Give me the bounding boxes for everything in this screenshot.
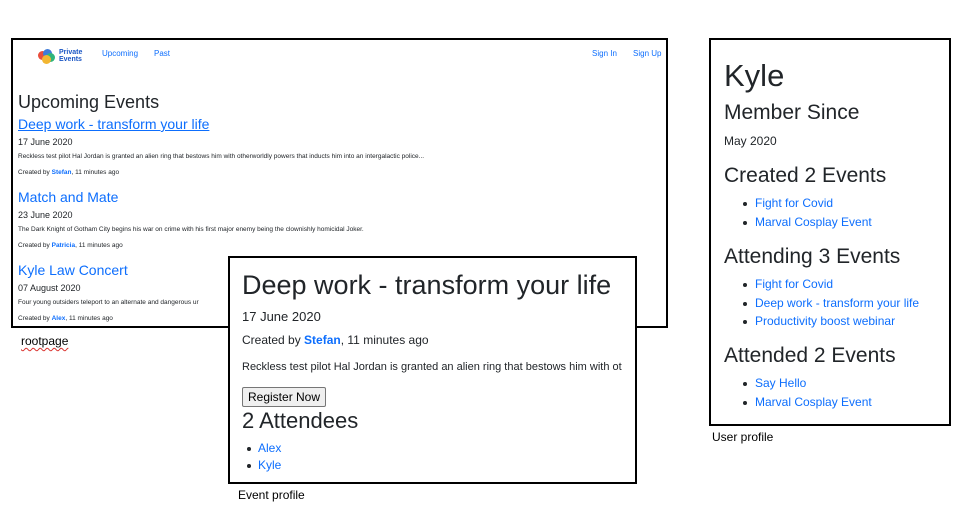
created-events-list <box>755 196 872 233</box>
attending-events-list <box>755 277 919 333</box>
list-item <box>755 296 919 315</box>
event-creator: Created by Stefan, 11 minutes ago <box>18 169 120 176</box>
event-description: Reckless test pilot Hal Jordan is granted an alien ring that bestows him with ot <box>242 361 622 373</box>
nav-past-link[interactable]: Past <box>154 49 171 58</box>
event-creator: Created by Stefan, 11 minutes ago <box>242 333 429 347</box>
register-now-button[interactable]: Register Now <box>242 387 326 407</box>
event-link[interactable]: Fight for Covid <box>755 196 834 210</box>
rootpage-caption: rootpage <box>21 334 69 348</box>
event-link[interactable]: Marval Cosplay Event <box>755 214 872 229</box>
list-item <box>258 458 281 475</box>
creator-link[interactable]: Stefan <box>51 169 72 176</box>
member-since-date: May 2020 <box>724 134 777 148</box>
event-link[interactable]: Deep work - transform your life <box>755 295 920 310</box>
event-profile-screenshot <box>228 256 637 484</box>
event-link[interactable]: Marval Cosplay Event <box>755 394 872 409</box>
event-description: Four young outsiders teleport to an alternate and dangerous ur <box>18 299 199 306</box>
list-item <box>755 395 872 414</box>
event-title-link[interactable]: Match and Mate <box>18 189 119 205</box>
private-events-logo-icon <box>38 49 56 63</box>
event-title: Deep work - transform your life <box>242 270 612 300</box>
attending-events-heading: Attending 3 Events <box>724 245 901 268</box>
attendees-list <box>258 441 281 475</box>
event-link[interactable]: Productivity boost webinar <box>755 314 896 328</box>
event-card <box>18 189 658 249</box>
list-item <box>755 215 872 234</box>
event-title-link[interactable]: Kyle Law Concert <box>18 262 128 278</box>
event-date: 23 June 2020 <box>18 210 73 220</box>
nav-upcoming-link[interactable]: Upcoming <box>102 49 139 58</box>
event-date: 17 June 2020 <box>18 137 73 147</box>
attendee-link[interactable]: Kyle <box>258 458 282 472</box>
created-events-heading: Created 2 Events <box>724 164 887 187</box>
user-profile-caption: User profile <box>712 430 774 444</box>
brand-logo[interactable] <box>38 49 82 63</box>
brand-text: Private Events <box>59 49 83 63</box>
list-item <box>755 277 919 296</box>
event-description: Reckless test pilot Hal Jordan is granted an alien ring that bestows him with otherworldly powers that inducts him into an intergalactic police... <box>18 153 425 160</box>
event-link[interactable]: Say Hello <box>755 376 807 390</box>
event-link[interactable]: Fight for Covid <box>755 277 834 291</box>
event-title-link[interactable]: Deep work - transform your life <box>18 116 210 132</box>
nav-sign-in-link[interactable]: Sign In <box>592 49 617 58</box>
member-since-heading: Member Since <box>724 101 860 124</box>
user-name: Kyle <box>724 58 785 93</box>
event-creator: Created by Patricia, 11 minutes ago <box>18 242 123 249</box>
attended-events-heading: Attended 2 Events <box>724 344 896 367</box>
list-item <box>755 196 872 215</box>
event-date: 17 June 2020 <box>242 309 321 324</box>
navbar <box>13 40 666 68</box>
page-title: Upcoming Events <box>18 92 160 112</box>
event-card <box>18 116 658 176</box>
nav-sign-up-link[interactable]: Sign Up <box>633 49 662 58</box>
creator-link[interactable]: Stefan <box>304 333 341 347</box>
attendee-link[interactable]: Alex <box>258 441 282 455</box>
creator-link[interactable]: Patricia <box>51 242 76 249</box>
event-profile-caption: Event profile <box>238 488 305 502</box>
attended-events-list <box>755 376 872 413</box>
list-item <box>258 441 281 458</box>
creator-link[interactable]: Alex <box>51 315 66 322</box>
event-description: The Dark Knight of Gotham City begins his war on crime with his first major enemy being the clownishly homicidal Joker. <box>18 226 364 233</box>
user-profile-screenshot <box>709 38 951 426</box>
event-creator: Created by Alex, 11 minutes ago <box>18 315 113 322</box>
event-date: 07 August 2020 <box>18 283 81 293</box>
attendees-heading: 2 Attendees <box>242 408 359 433</box>
list-item <box>755 314 919 333</box>
list-item <box>755 376 872 395</box>
